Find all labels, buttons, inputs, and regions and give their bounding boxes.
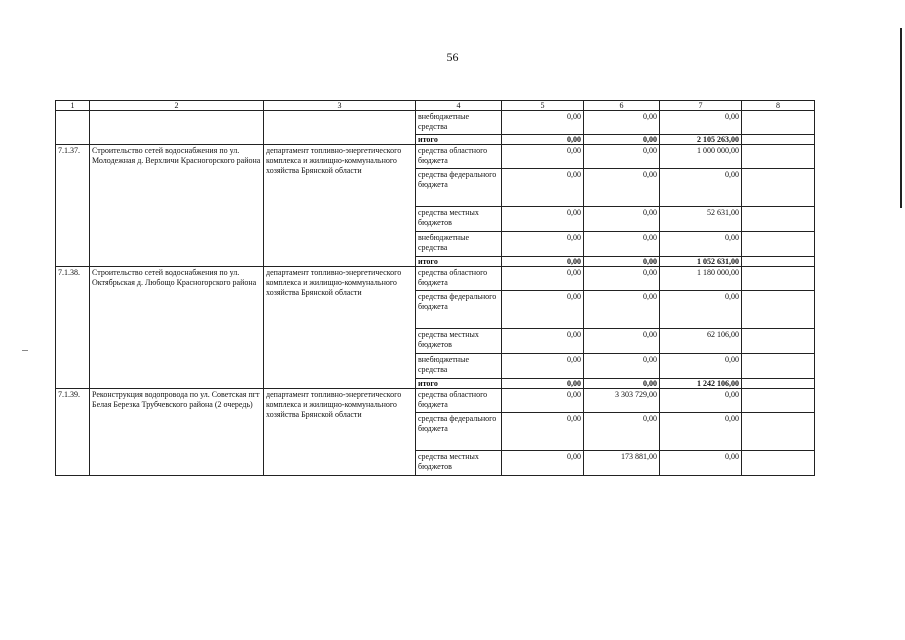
funding-source-cell: средства областного бюджета [416,145,502,169]
item-name-cell [90,111,264,145]
amount-col7-cell: 0,00 [660,111,742,135]
column-header: 7 [660,101,742,111]
col8-cell [742,451,815,476]
amount-col6-cell: 0,00 [584,111,660,135]
column-header: 5 [502,101,584,111]
column-header: 1 [56,101,90,111]
table-row [56,145,815,169]
col8-cell [742,329,815,354]
funding-source-cell: средства местных бюджетов [416,451,502,476]
item-number-cell: 7.1.37. [56,145,90,267]
column-header: 4 [416,101,502,111]
amount-col5-cell: 0,00 [502,232,584,257]
col8-cell [742,232,815,257]
table-row [56,389,815,413]
funding-source-cell: внебюджетные средства [416,232,502,257]
item-number-cell [56,111,90,145]
amount-col7-cell: 1 052 631,00 [660,257,742,267]
amount-col5-cell: 0,00 [502,267,584,291]
col8-cell [742,135,815,145]
amount-col6-cell: 0,00 [584,207,660,232]
amount-col7-cell: 62 106,00 [660,329,742,354]
amount-col5-cell: 0,00 [502,257,584,267]
funding-source-cell: средства федерального бюджета [416,169,502,207]
funding-source-cell: средства областного бюджета [416,267,502,291]
amount-col5-cell: 0,00 [502,135,584,145]
col8-cell [742,389,815,413]
col8-cell [742,413,815,451]
table-row [56,111,815,135]
amount-col5-cell: 0,00 [502,329,584,354]
funding-source-cell: средства федерального бюджета [416,413,502,451]
amount-col7-cell: 2 105 263,00 [660,135,742,145]
item-number-cell: 7.1.39. [56,389,90,476]
funding-source-cell: итого [416,257,502,267]
funding-source-cell: итого [416,379,502,389]
column-header: 8 [742,101,815,111]
column-header: 2 [90,101,264,111]
item-name-cell: Строительство сетей водоснабжения по ул. Молодежная д. Верхличи Красногорского района [90,145,264,267]
col8-cell [742,207,815,232]
amount-col5-cell: 0,00 [502,451,584,476]
amount-col5-cell: 0,00 [502,111,584,135]
col8-cell [742,169,815,207]
funding-source-cell: средства местных бюджетов [416,329,502,354]
executor-cell [264,111,416,145]
col8-cell [742,111,815,135]
amount-col7-cell: 0,00 [660,169,742,207]
executor-cell: департамент топливно-энергетического комплекса и жилищно-коммунального хозяйства Брянской области [264,267,416,389]
funding-source-cell: средства местных бюджетов [416,207,502,232]
column-number-row [56,101,815,111]
amount-col6-cell: 3 303 729,00 [584,389,660,413]
funding-source-cell: внебюджетные средства [416,354,502,379]
col8-cell [742,257,815,267]
amount-col6-cell: 0,00 [584,232,660,257]
amount-col5-cell: 0,00 [502,291,584,329]
amount-col5-cell: 0,00 [502,389,584,413]
amount-col5-cell: 0,00 [502,413,584,451]
page-edge-rule [900,28,902,208]
funding-source-cell: внебюджетные средства [416,111,502,135]
amount-col7-cell: 1 242 106,00 [660,379,742,389]
col8-cell [742,291,815,329]
col8-cell [742,379,815,389]
page-number: 56 [446,50,459,64]
amount-col7-cell: 0,00 [660,354,742,379]
amount-col7-cell: 0,00 [660,413,742,451]
amount-col6-cell: 0,00 [584,169,660,207]
amount-col5-cell: 0,00 [502,379,584,389]
table-row [56,267,815,291]
amount-col7-cell: 0,00 [660,291,742,329]
column-header: 3 [264,101,416,111]
executor-cell: департамент топливно-энергетического комплекса и жилищно-коммунального хозяйства Брянской области [264,389,416,476]
amount-col6-cell: 0,00 [584,267,660,291]
col8-cell [742,267,815,291]
amount-col6-cell: 0,00 [584,413,660,451]
amount-col6-cell: 173 881,00 [584,451,660,476]
amount-col6-cell: 0,00 [584,135,660,145]
executor-cell: департамент топливно-энергетического комплекса и жилищно-коммунального хозяйства Брянской области [264,145,416,267]
col8-cell [742,354,815,379]
funding-source-cell: итого [416,135,502,145]
amount-col6-cell: 0,00 [584,145,660,169]
funding-source-cell: средства областного бюджета [416,389,502,413]
amount-col6-cell: 0,00 [584,291,660,329]
amount-col6-cell: 0,00 [584,257,660,267]
amount-col7-cell: 0,00 [660,389,742,413]
amount-col5-cell: 0,00 [502,145,584,169]
amount-col5-cell: 0,00 [502,169,584,207]
amount-col5-cell: 0,00 [502,207,584,232]
amount-col5-cell: 0,00 [502,354,584,379]
item-number-cell: 7.1.38. [56,267,90,389]
amount-col7-cell: 0,00 [660,451,742,476]
scan-mark [22,350,28,351]
item-name-cell: Строительство сетей водоснабжения по ул. Октябрьская д. Любощо Красногорского района [90,267,264,389]
col8-cell [742,145,815,169]
amount-col6-cell: 0,00 [584,329,660,354]
budget-table [55,100,815,476]
amount-col6-cell: 0,00 [584,354,660,379]
column-header: 6 [584,101,660,111]
funding-source-cell: средства федерального бюджета [416,291,502,329]
amount-col7-cell: 52 631,00 [660,207,742,232]
amount-col7-cell: 0,00 [660,232,742,257]
amount-col7-cell: 1 180 000,00 [660,267,742,291]
amount-col6-cell: 0,00 [584,379,660,389]
amount-col7-cell: 1 000 000,00 [660,145,742,169]
item-name-cell: Реконструкция водопровода по ул. Советская пгт Белая Березка Трубчевского района (2 очередь) [90,389,264,476]
